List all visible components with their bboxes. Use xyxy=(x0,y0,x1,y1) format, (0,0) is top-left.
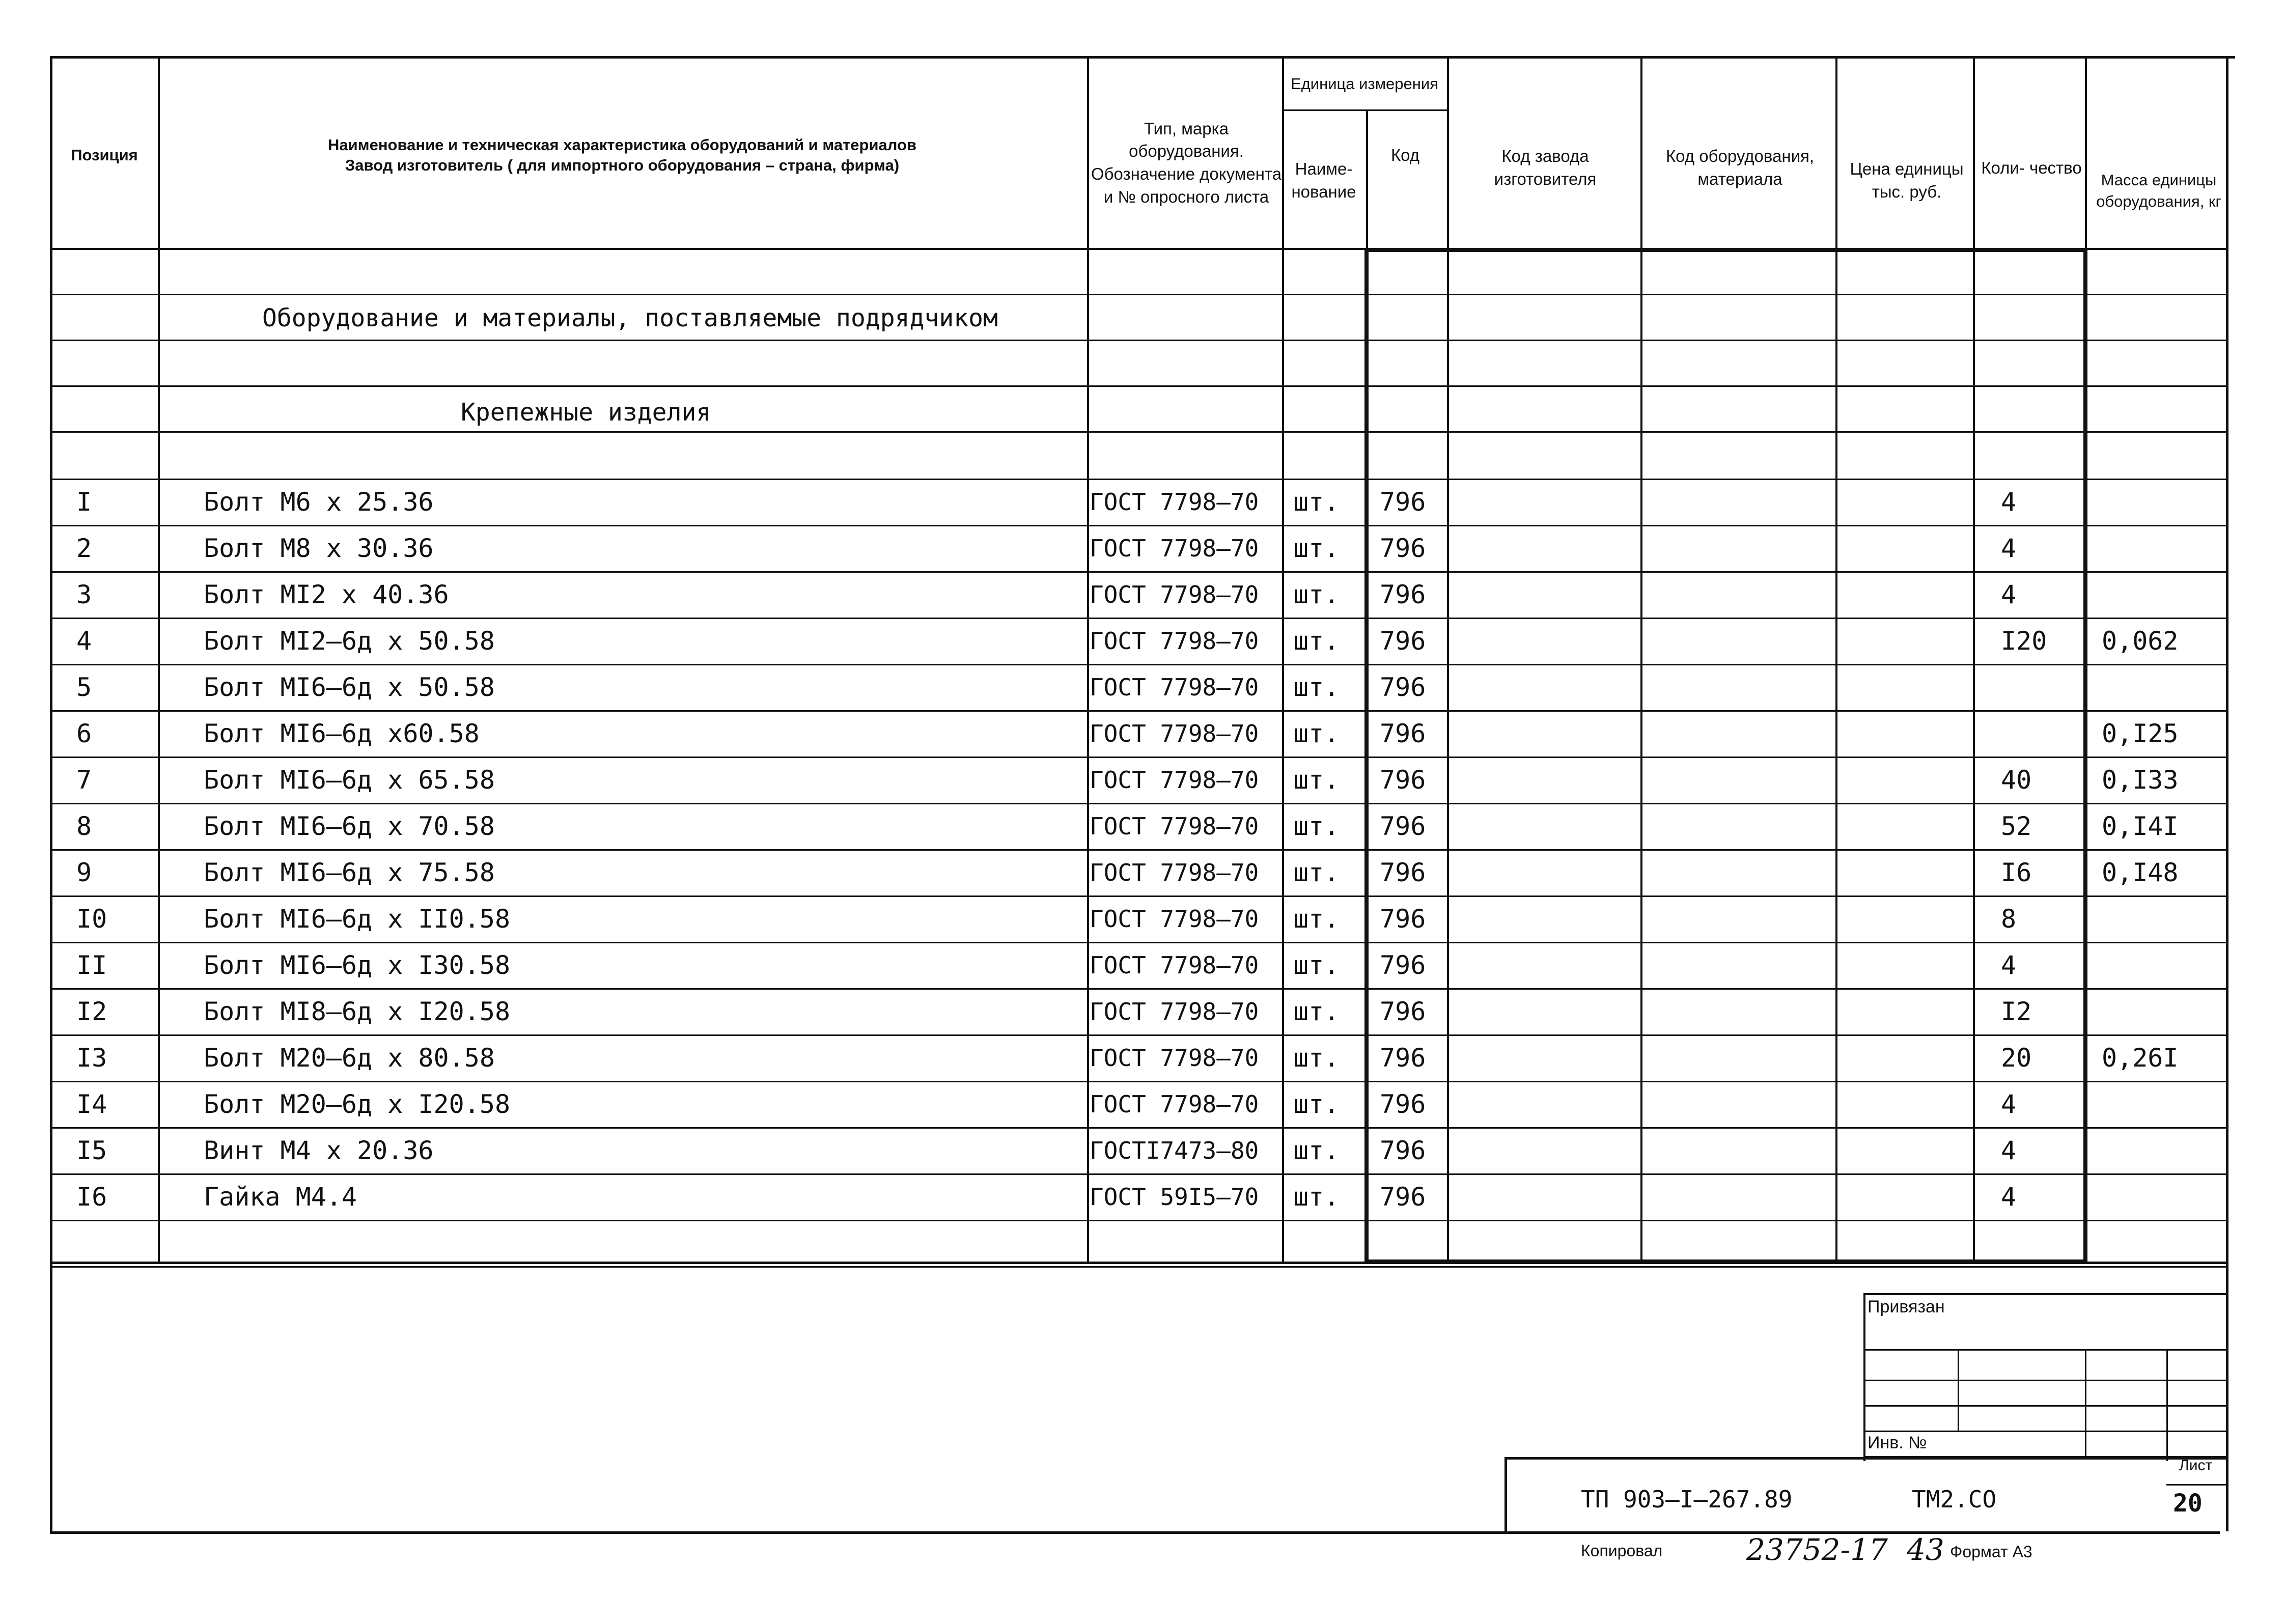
cell-name: Винт М4 х 20.36 xyxy=(204,1135,434,1165)
stamp-rule xyxy=(1863,1349,2227,1351)
cell-doc: ГОСТ 7798–70 xyxy=(1090,1044,1259,1072)
header-factory-code: Код завода изготовителя xyxy=(1494,147,1597,188)
header-unit-name: Наиме- нование xyxy=(1291,159,1356,201)
cell-pos: 7 xyxy=(76,765,92,795)
cell-pos: I3 xyxy=(76,1043,107,1073)
cell-mass: 0,I25 xyxy=(2102,718,2179,748)
stamp-rule xyxy=(1863,1431,2227,1432)
bold-frame-left xyxy=(1364,248,1369,1262)
header-position: Позиция xyxy=(71,146,138,164)
stamp-col xyxy=(2166,1349,2168,1461)
header-price: Цена единицы тыс. руб. xyxy=(1850,159,1964,201)
cell-unit: шт. xyxy=(1293,1089,1340,1119)
cell-pos: I5 xyxy=(76,1135,107,1165)
cell-qty: I2 xyxy=(2001,996,2032,1026)
cell-doc: ГОСТ 59I5–70 xyxy=(1090,1183,1259,1211)
stamp-sheet-number: 20 xyxy=(2173,1489,2203,1518)
cell-pos: I xyxy=(76,487,92,517)
cell-unit: шт. xyxy=(1293,765,1340,795)
cell-pos: 9 xyxy=(76,857,92,887)
stamp-privyazan: Привязан xyxy=(1868,1297,1945,1317)
stamp-rule xyxy=(1863,1405,2227,1407)
cell-name: Болт М20–6д х 80.58 xyxy=(204,1043,495,1073)
cell-unit: шт. xyxy=(1293,950,1340,980)
cell-doc: ГОСТ 7798–70 xyxy=(1090,812,1259,840)
cell-doc: ГОСТ 7798–70 xyxy=(1090,719,1259,747)
cell-qty: 40 xyxy=(2001,765,2032,795)
frame-bottom xyxy=(50,1531,2220,1534)
row-rule xyxy=(50,431,2227,433)
stamp-left xyxy=(1863,1293,1865,1461)
cell-name: Болт МI6–6д х60.58 xyxy=(204,718,480,748)
cell-code: 796 xyxy=(1380,1135,1426,1165)
row-rule xyxy=(50,1220,2227,1221)
cell-code: 796 xyxy=(1380,718,1426,748)
footer-format: Формат А3 xyxy=(1950,1543,2032,1561)
stamp-main-left xyxy=(1504,1457,1507,1531)
footer-number: 23752-17 xyxy=(1746,1532,1888,1567)
stamp-col xyxy=(2085,1349,2086,1456)
header-equip-code: Код оборудования, материала xyxy=(1665,147,1815,188)
cell-doc: ГОСТ 7798–70 xyxy=(1090,534,1259,562)
stamp-doc-code: ТП 903–I–267.89 xyxy=(1581,1486,1793,1513)
cell-pos: 3 xyxy=(76,579,92,609)
cell-pos: 6 xyxy=(76,718,92,748)
cell-doc: ГОСТ 7798–70 xyxy=(1090,627,1259,655)
cell-doc: ГОСТ 7798–70 xyxy=(1090,951,1259,979)
cell-name: Гайка М4.4 xyxy=(204,1182,357,1212)
cell-mass: 0,I4I xyxy=(2102,811,2179,841)
cell-qty: 20 xyxy=(2001,1043,2032,1073)
footer-number-2: 43 xyxy=(1907,1532,1944,1567)
stamp-col xyxy=(1958,1349,1959,1431)
cell-unit: шт. xyxy=(1293,996,1340,1026)
cell-qty: 52 xyxy=(2001,811,2032,841)
cell-unit: шт. xyxy=(1293,533,1340,563)
cell-name: Болт М6 х 25.36 xyxy=(204,487,434,517)
cell-qty: I6 xyxy=(2001,857,2032,887)
cell-code: 796 xyxy=(1380,904,1426,934)
cell-unit: шт. xyxy=(1293,811,1340,841)
cell-name: Болт М20–6д х I20.58 xyxy=(204,1089,511,1119)
cell-code: 796 xyxy=(1380,1089,1426,1119)
cell-name: Болт МI6–6д х 65.58 xyxy=(204,765,495,795)
cell-name: Болт М8 х 30.36 xyxy=(204,533,434,563)
cell-pos: 8 xyxy=(76,811,92,841)
frame-right xyxy=(2226,56,2228,1531)
cell-code: 796 xyxy=(1380,950,1426,980)
cell-doc: ГОСТ 7798–70 xyxy=(1090,905,1259,933)
stamp-main-top xyxy=(1504,1457,2227,1460)
cell-code: 796 xyxy=(1380,811,1426,841)
cell-name: Болт МI6–6д х 70.58 xyxy=(204,811,495,841)
header-name-line1: Наименование и техническая характеристика оборудований и материалов xyxy=(327,135,917,154)
cell-unit: шт. xyxy=(1293,857,1340,887)
cell-unit: шт. xyxy=(1293,579,1340,609)
header-mass: Масса единицы оборудования, кг xyxy=(2096,171,2221,210)
cell-code: 796 xyxy=(1380,533,1426,563)
cell-unit: шт. xyxy=(1293,1043,1340,1073)
cell-code: 796 xyxy=(1380,1182,1426,1212)
cell-qty: I20 xyxy=(2001,626,2047,656)
cell-code: 796 xyxy=(1380,996,1426,1026)
cell-unit: шт. xyxy=(1293,904,1340,934)
frame-left xyxy=(50,56,52,1531)
cell-unit: шт. xyxy=(1293,487,1340,517)
cell-pos: II xyxy=(76,950,107,980)
cell-unit: шт. xyxy=(1293,718,1340,748)
cell-qty: 4 xyxy=(2001,1135,2017,1165)
cell-mass: 0,I33 xyxy=(2102,765,2179,795)
stamp-list-label: Лист xyxy=(2179,1457,2213,1474)
bold-frame-right xyxy=(2083,248,2087,1262)
stamp-rule xyxy=(1863,1293,2227,1295)
cell-qty: 4 xyxy=(2001,579,2017,609)
stamp-sheet-rule xyxy=(2166,1484,2227,1486)
cell-code: 796 xyxy=(1380,1043,1426,1073)
stamp-inv-no: Инв. № xyxy=(1868,1433,1927,1452)
cell-unit: шт. xyxy=(1293,672,1340,702)
header-qty: Коли- чество xyxy=(1981,158,2082,177)
cell-doc: ГОСТ 7798–70 xyxy=(1090,1090,1259,1118)
cell-unit: шт. xyxy=(1293,626,1340,656)
section-title-equipment: Оборудование и материалы, поставляемые подрядчиком xyxy=(262,304,998,332)
cell-pos: 2 xyxy=(76,533,92,563)
footer-copied: Копировал xyxy=(1581,1542,1663,1560)
cell-code: 796 xyxy=(1380,626,1426,656)
cell-qty: 4 xyxy=(2001,533,2017,563)
header-unit: Единица измерения xyxy=(1291,75,1438,93)
bold-frame-bottom xyxy=(1364,1259,2087,1264)
cell-name: Болт МI2 х 40.36 xyxy=(204,579,449,609)
cell-unit: шт. xyxy=(1293,1182,1340,1212)
cell-doc: ГОСТ 7798–70 xyxy=(1090,488,1259,516)
cell-pos: I0 xyxy=(76,904,107,934)
header-unit-code: Код xyxy=(1390,145,1420,164)
cell-name: Болт МI6–6д х I30.58 xyxy=(204,950,511,980)
section-title-fasteners: Крепежные изделия xyxy=(461,398,711,427)
cell-name: Болт МI6–6д х 75.58 xyxy=(204,857,495,887)
row-rule xyxy=(50,385,2227,387)
cell-name: Болт МI2–6д х 50.58 xyxy=(204,626,495,656)
cell-qty: 4 xyxy=(2001,1089,2017,1119)
cell-code: 796 xyxy=(1380,857,1426,887)
stamp-mark: ТМ2.СО xyxy=(1912,1486,1997,1513)
stamp-rule xyxy=(1863,1380,2227,1381)
cell-mass: 0,26I xyxy=(2102,1043,2179,1073)
cell-doc: ГОСТ 7798–70 xyxy=(1090,858,1259,886)
header-name xyxy=(159,59,1085,252)
cell-pos: I2 xyxy=(76,996,107,1026)
cell-qty: 4 xyxy=(2001,950,2017,980)
cell-name: Болт МI8–6д х I20.58 xyxy=(204,996,511,1026)
cell-code: 796 xyxy=(1380,765,1426,795)
header-name-line2: Завод изготовитель ( для импортного оборудования – страна, фирма) xyxy=(345,156,900,174)
cell-qty: 4 xyxy=(2001,1182,2017,1212)
cell-doc: ГОСТ 7798–70 xyxy=(1090,673,1259,701)
cell-name: Болт МI6–6д х II0.58 xyxy=(204,904,511,934)
cell-doc: ГОСТI7473–80 xyxy=(1090,1136,1259,1164)
cell-doc: ГОСТ 7798–70 xyxy=(1090,580,1259,608)
bold-frame-top xyxy=(1364,248,2087,252)
cell-code: 796 xyxy=(1380,487,1426,517)
cell-unit: шт. xyxy=(1293,1135,1340,1165)
cell-doc: ГОСТ 7798–70 xyxy=(1090,997,1259,1025)
cell-mass: 0,I48 xyxy=(2102,857,2179,887)
cell-mass: 0,062 xyxy=(2102,626,2179,656)
cell-pos: I6 xyxy=(76,1182,107,1212)
cell-qty: 4 xyxy=(2001,487,2017,517)
cell-doc: ГОСТ 7798–70 xyxy=(1090,766,1259,794)
cell-pos: I4 xyxy=(76,1089,107,1119)
cell-code: 796 xyxy=(1380,579,1426,609)
cell-pos: 4 xyxy=(76,626,92,656)
header-type-mark: Тип, марка оборудования. Обозначение документа и № опросного листа xyxy=(1091,119,1282,206)
cell-name: Болт МI6–6д х 50.58 xyxy=(204,672,495,702)
cell-qty: 8 xyxy=(2001,904,2017,934)
cell-pos: 5 xyxy=(76,672,92,702)
row-rule xyxy=(50,1266,2227,1268)
cell-code: 796 xyxy=(1380,672,1426,702)
